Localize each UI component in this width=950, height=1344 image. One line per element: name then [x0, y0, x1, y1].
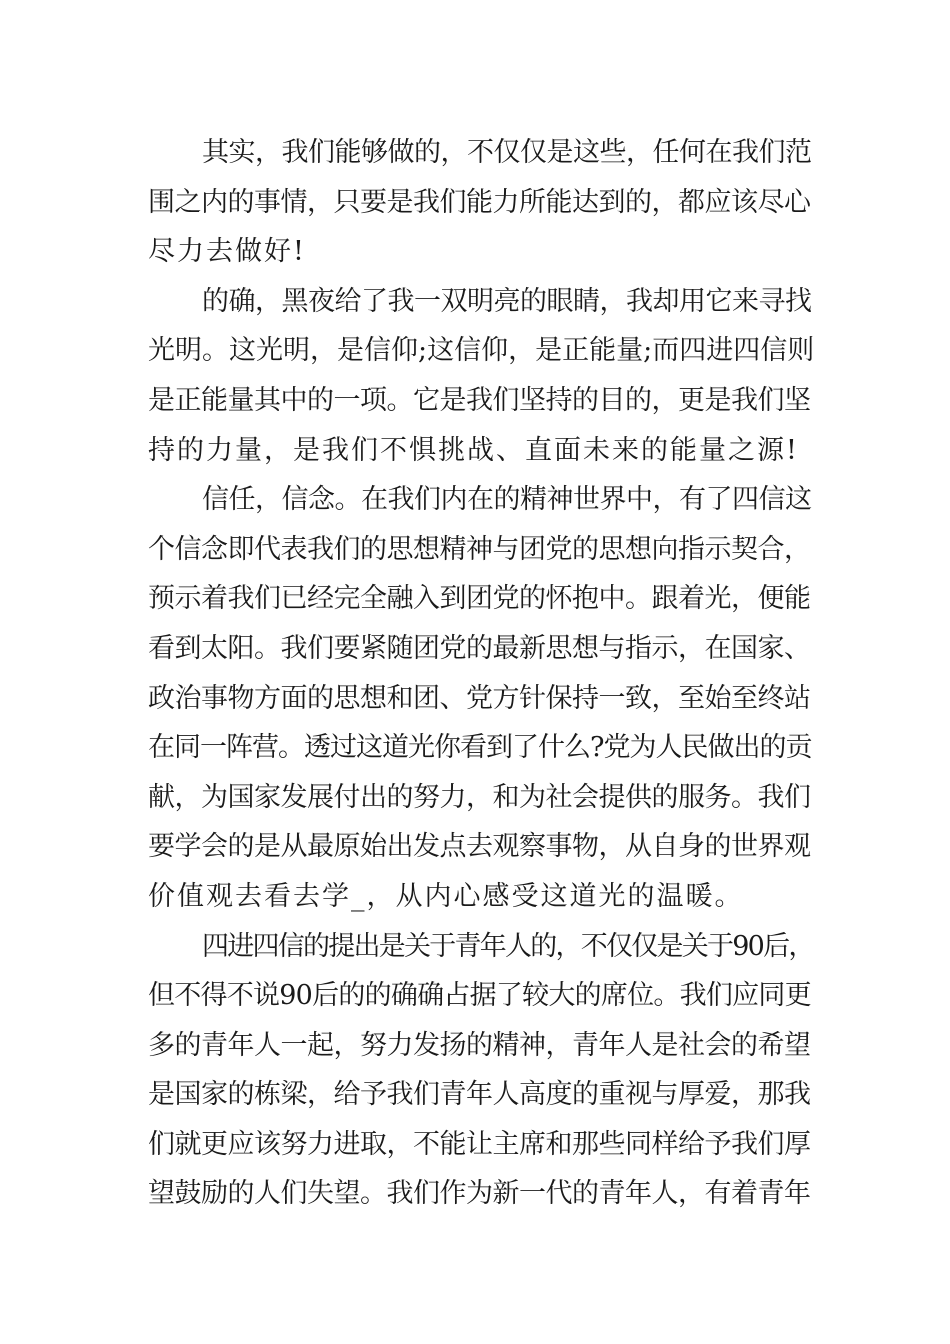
paragraph-1	[148, 128, 812, 277]
text-line: 要学会的是从最原始出发点去观察事物，从自身的世界观	[148, 831, 811, 863]
text-line: 尽力去做好!	[148, 236, 306, 268]
text-line: 多的青年人一起，努力发扬的精神，青年人是社会的希望	[148, 1029, 811, 1061]
paragraph-2	[148, 277, 815, 475]
text-line: 在同一阵营。透过这道光你看到了什么?党为人民做出的贡	[148, 732, 812, 764]
text-line: 价值观去看去学_，从内心感受这道光的温暖。	[148, 880, 744, 912]
text-line: 围之内的事情，只要是我们能力所能达到的，都应该尽心	[148, 186, 811, 218]
text-line: 献，为国家发展付出的努力，和为社会提供的服务。我们	[148, 781, 811, 813]
text-line: 们就更应该努力进取，不能让主席和那些同样给予我们厚	[148, 1128, 811, 1160]
text-line: 的确，黑夜给了我一双明亮的眼睛，我却用它来寻找	[202, 285, 812, 317]
text-line: 四进四信的提出是关于青年人的，不仅仅是关于90后，	[202, 930, 814, 962]
text-line: 是正能量其中的一项。它是我们坚持的目的，更是我们坚	[148, 384, 811, 416]
text-line: 持的力量，是我们不惧挑战、直面未来的能量之源!	[148, 434, 799, 466]
text-line: 政治事物方面的思想和团、党方针保持一致，至始至终站	[148, 682, 811, 714]
text-line: 光明。这光明，是信仰;这信仰，是正能量;而四进四信则	[148, 335, 815, 367]
text-line: 其实，我们能够做的，不仅仅是这些，任何在我们范	[202, 137, 812, 168]
paragraph-3	[148, 475, 812, 921]
text-line: 个信念即代表我们的思想精神与团党的思想向指示契合，	[148, 533, 811, 565]
text-line: 望鼓励的人们失望。我们作为新一代的青年人，有着青年	[148, 1178, 811, 1210]
document-body	[148, 128, 815, 1219]
text-line: 预示着我们已经完全融入到团党的怀抱中。跟着光，便能	[148, 583, 811, 615]
text-line: 信任，信念。在我们内在的精神世界中，有了四信这	[202, 484, 812, 516]
paragraph-4	[148, 922, 814, 1220]
text-line: 是国家的栋梁，给予我们青年人高度的重视与厚爱，那我	[148, 1079, 811, 1111]
text-line: 但不得不说90后的的确确占据了较大的席位。我们应同更	[148, 980, 811, 1012]
text-line: 看到太阳。我们要紧随团党的最新思想与指示，在国家、	[148, 632, 811, 664]
